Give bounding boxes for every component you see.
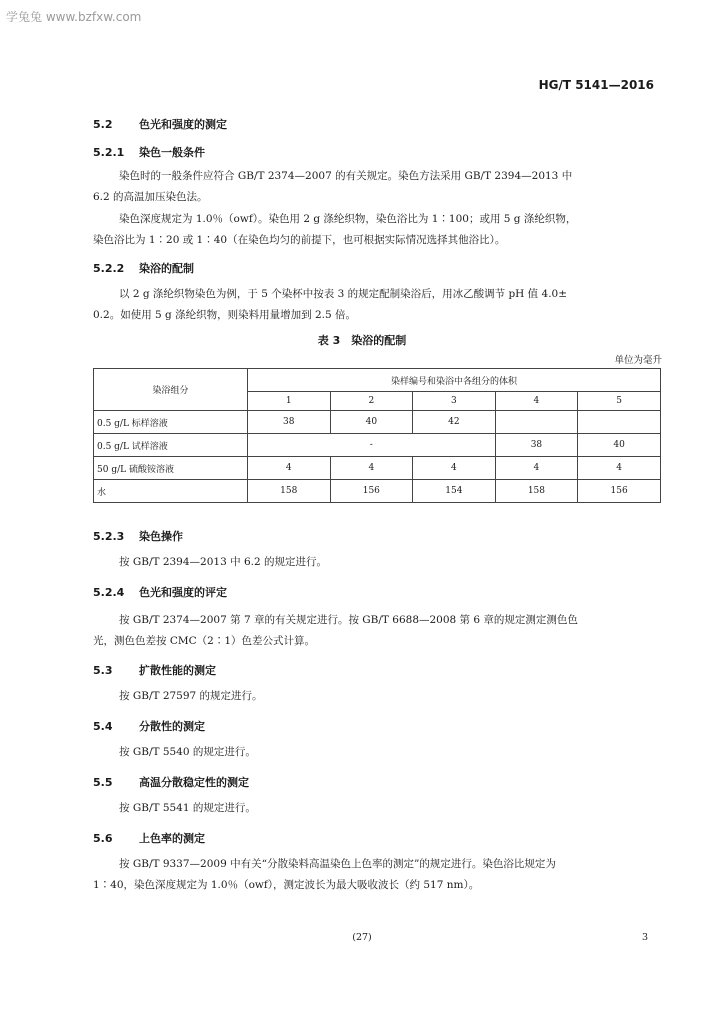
table-cell: 40: [578, 434, 661, 457]
table-cell: 4: [578, 457, 661, 480]
heading-number: 5.4: [93, 720, 113, 733]
table-cell: [248, 434, 331, 457]
heading-title: 色光和强度的评定: [139, 586, 227, 599]
heading-5-3: [93, 662, 216, 678]
table-row: [94, 434, 661, 457]
heading-number: 5.2.3: [93, 530, 125, 543]
paragraph-line: 染色时的一般条件应符合 GB/T 2374—2007 的有关规定。染色方法采用 GB/T 2394—2013 中: [119, 170, 573, 182]
paragraph-line: 按 GB/T 2394—2013 中 6.2 的规定进行。: [119, 556, 327, 568]
footer-center-mark: (27): [352, 932, 372, 943]
table-cell: 40: [330, 411, 413, 434]
col-header: 1: [248, 392, 331, 411]
heading-number: 5.6: [93, 832, 113, 845]
col-header: 5: [578, 392, 661, 411]
table-cell: 38: [495, 434, 578, 457]
row-label: 0.5 g/L 标样溶液: [94, 411, 248, 434]
heading-5-5: [93, 774, 249, 790]
heading-title: 扩散性能的测定: [139, 664, 216, 677]
table-row: [94, 480, 661, 503]
heading-title: 色光和强度的测定: [139, 118, 227, 131]
paragraph-line: 染色浴比为 1∶20 或 1∶40（在染色均匀的前提下，也可根据实际情况选择其他浴比）。: [93, 234, 506, 246]
table-cell: 4: [495, 457, 578, 480]
table-cell: 4: [330, 457, 413, 480]
document-number: HG/T 5141—2016: [538, 78, 654, 92]
heading-title: 分散性的测定: [139, 720, 205, 733]
heading-number: 5.5: [93, 776, 113, 789]
heading-number: 5.2: [93, 118, 113, 131]
heading-5-6: [93, 830, 205, 846]
paragraph-line: 按 GB/T 5541 的规定进行。: [119, 802, 256, 814]
heading-5-2-2: [93, 260, 194, 276]
page-number: 3: [641, 932, 648, 943]
heading-number: 5.2.2: [93, 262, 125, 275]
watermark: 学兔兔 www.bzfxw.com: [6, 10, 142, 24]
table-cell: 4: [248, 457, 331, 480]
paragraph-line: 0.2。如使用 5 g 涤纶织物，则染料用量增加到 2.5 倍。: [93, 309, 356, 321]
col-header: 4: [495, 392, 578, 411]
row-label: 水: [94, 480, 248, 503]
col-header: 2: [330, 392, 413, 411]
heading-title: 染色一般条件: [139, 146, 205, 159]
heading-title: 上色率的测定: [139, 832, 205, 845]
paragraph-line: 按 GB/T 5540 的规定进行。: [119, 746, 256, 758]
heading-5-2-3: [93, 528, 183, 544]
paragraph-line: 按 GB/T 27597 的规定进行。: [119, 690, 263, 702]
table-cell: 154: [413, 480, 496, 503]
paragraph-line: 光，测色色差按 CMC（2∶1）色差公式计算。: [93, 635, 316, 647]
table-cell: 156: [330, 480, 413, 503]
header-component: 染浴组分: [94, 369, 248, 411]
paragraph-line: 按 GB/T 2374—2007 第 7 章的有关规定进行。按 GB/T 6688—2008 第 6 章的规定测定测色色: [119, 614, 578, 626]
table-cell: 158: [248, 480, 331, 503]
table-cell: 42: [413, 411, 496, 434]
heading-5-4: [93, 718, 205, 734]
table-cell: 158: [495, 480, 578, 503]
table-unit: 单位为毫升: [614, 355, 662, 366]
heading-number: 5.2.4: [93, 586, 125, 599]
dye-bath-table: [93, 368, 661, 503]
table-cell: 156: [578, 480, 661, 503]
heading-5-2: [93, 116, 227, 132]
row-label: 0.5 g/L 试样溶液: [94, 434, 248, 457]
table-cell: 4: [413, 457, 496, 480]
heading-title: 染色操作: [139, 530, 183, 543]
table-row: [94, 411, 661, 434]
row-label: 50 g/L 硫酸铵溶液: [94, 457, 248, 480]
paragraph-line: 1∶40，染色深度规定为 1.0％（owf），测定波长为最大吸收波长（约 517 nm）。: [93, 879, 480, 891]
paragraph-line: 染色深度规定为 1.0％（owf）。染色用 2 g 涤纶织物，染色浴比为 1∶100；或用 5 g 涤纶织物，: [119, 213, 577, 225]
header-group: 染样编号和染浴中各组分的体积: [248, 369, 661, 392]
table-cell: [578, 411, 661, 434]
table-row: [94, 457, 661, 480]
table-cell: [413, 434, 496, 457]
table-cell: -: [330, 434, 413, 457]
col-header: 3: [413, 392, 496, 411]
paragraph-line: 按 GB/T 9337—2009 中有关“分散染料高温染色上色率的测定”的规定进行。染色浴比规定为: [119, 858, 556, 870]
table-cell: [495, 411, 578, 434]
heading-title: 染浴的配制: [139, 262, 194, 275]
paragraph-line: 6.2 的高温加压染色法。: [93, 191, 208, 203]
table-header-row: [94, 369, 661, 392]
heading-number: 5.2.1: [93, 146, 125, 159]
heading-5-2-4: [93, 584, 227, 600]
heading-title: 高温分散稳定性的测定: [139, 776, 249, 789]
heading-number: 5.3: [93, 664, 113, 677]
table-cell: 38: [248, 411, 331, 434]
table-caption: 表 3 染浴的配制: [317, 334, 407, 347]
heading-5-2-1: [93, 144, 205, 160]
paragraph-line: 以 2 g 涤纶织物染色为例，于 5 个染杯中按表 3 的规定配制染浴后，用冰乙酸调节 pH 值 4.0±: [119, 288, 568, 300]
